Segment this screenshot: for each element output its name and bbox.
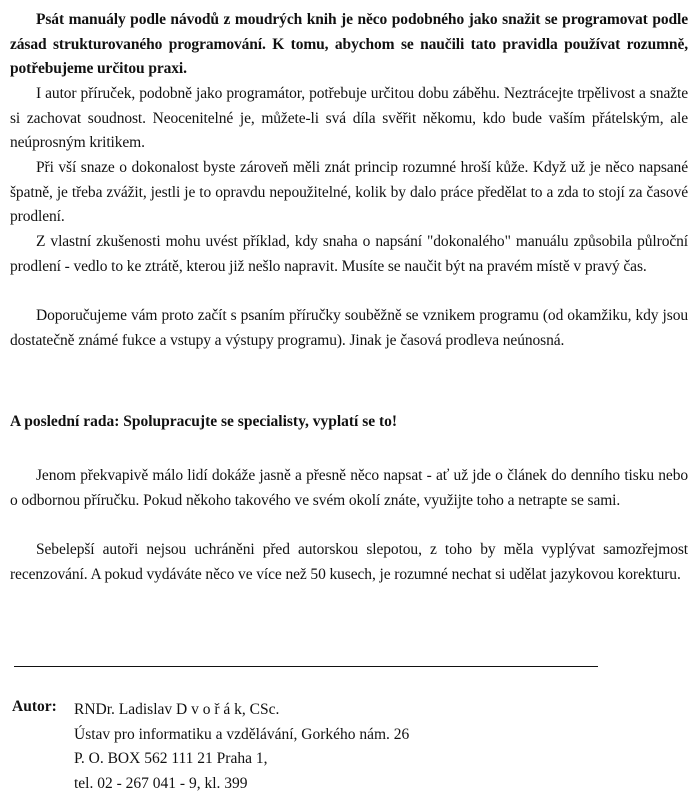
author-institution: Ústav pro informatiku a vzdělávání, Gorkého nám. 26 — [74, 725, 410, 743]
author-phone: tel. 02 - 267 041 - 9, kl. 399 — [74, 774, 248, 792]
paragraph-review: Sebelepší autoři nejsou uchráněni před autorskou slepotou, z toho by měla vyplývat samozřejmost recenzování. A pokud vydáváte něco ve více než 50 kusech, je rozumné nechat si udělat jazykovou korekturu. — [10, 541, 688, 583]
author-label: Autor: — [12, 698, 57, 715]
author-address: P. O. BOX 562 111 21 Praha 1, — [74, 750, 268, 767]
paragraph-thick-skin: Při vší snaze o dokonalost byste zároveň měli znát princip rozumné hroší kůže. Když už je něco napsané špatně, je třeba zvážit, jestli je to opravdu nepoužitelné, kolik by dalo práce předělat to a zda to stojí za časové prodlení. — [10, 159, 688, 225]
section-heading: A poslední rada: Spolupracujte se specialisty, vyplatí se to! — [10, 413, 398, 430]
paragraph-patience: I autor příruček, podobně jako programátor, potřebuje určitou dobu záběhu. Neztrácejte trpělivost a snažte si zachovat soudnost. Neocenitelné je, můžete-li svá díla svěřit někomu, kdo bude vaším přátelským, ale neúprosným kritikem. — [10, 85, 688, 151]
paragraph-recommendation: Doporučujeme vám proto začít s psaním příručky souběžně se vznikem programu (od okamžiku, kdy jsou dostatečně známé fukce a vstupy a výstupy programu). Jinak je časová prodleva neúnosná. — [10, 307, 688, 349]
paragraph-specialists: Jenom překvapivě málo lidí dokáže jasně a přesně něco napsat - ať už jde o článek do denního tisku nebo o odbornou příručku. Pokud někoho takového ve svém okolí znáte, využijte toho a netrapte se sami. — [10, 467, 688, 509]
paragraph-manuals: Psát manuály podle návodů z moudrých knih je něco podobného jako snažit se programovat podle zásad strukturovaného programování. K tomu, abychom se naučili tato pravidla používat rozumně, potřebujeme určitou praxi. — [10, 11, 688, 77]
separator-line — [14, 666, 598, 667]
author-block — [74, 698, 674, 796]
paragraph-experience: Z vlastní zkušenosti mohu uvést příklad, kdy snaha o napsání "dokonalého" manuálu způsobila půlroční prodlení - vedlo to ke ztrátě, kterou již nešlo napravit. Musíte se naučit být na pravém místě v pravý čas. — [10, 233, 688, 275]
author-name: RNDr. Ladislav D v o ř á k, CSc. — [74, 701, 280, 718]
